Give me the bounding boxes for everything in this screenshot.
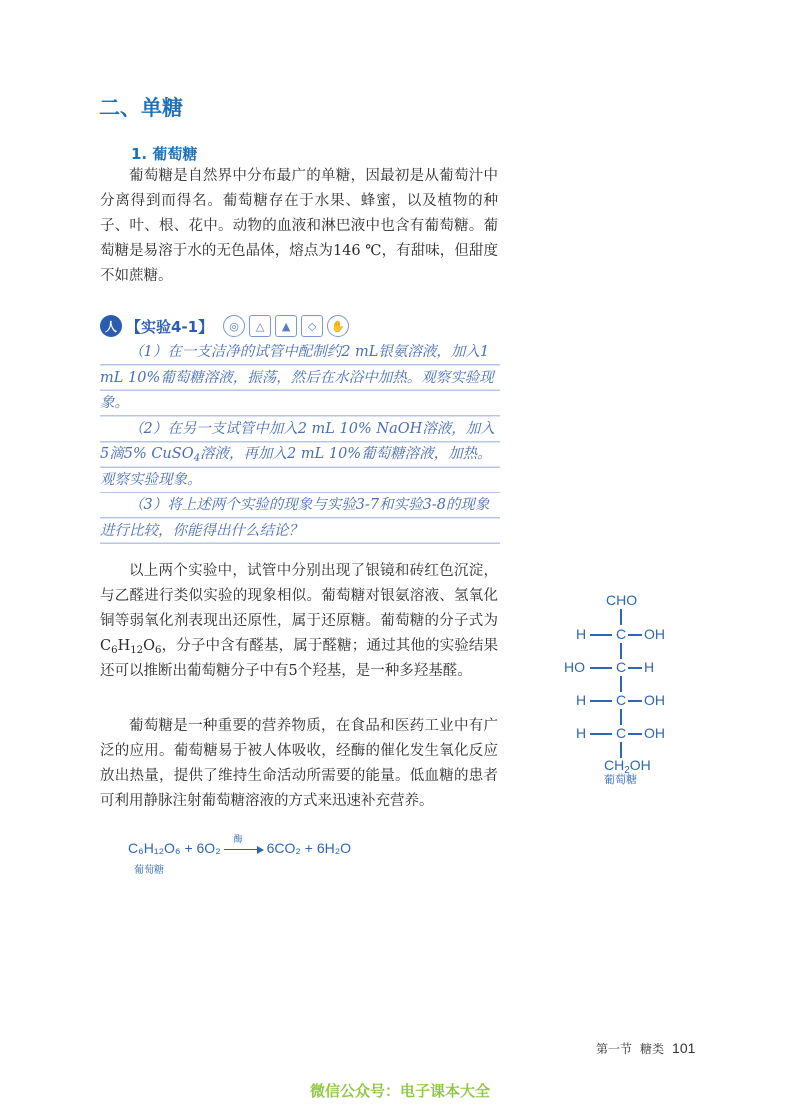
oxidation-equation [128,835,352,856]
subsection-title: 1. 葡萄糖 [131,145,198,163]
glucose-structure-diagram: CHO H C OH HO C H H C OH H C OH $CH_2OH$ [564,592,665,776]
wechat-watermark: 微信公众号：电子课本大全 [309,1082,490,1100]
paragraph-reducing-sugar: 以上两个实验中，试管中分别出现了银镜和砖红色沉淀，与乙醛进行类似实验的现象相似。葡萄糖对银氨溶液、氢氧化铜等弱氧化剂表现出还原性，属于还原糖。葡萄糖的分子式为$C_6H_{12}O_6$，分子中含有醛基，属于醛糖；通过其他的实验结果还可以推断出葡萄糖分子中有5个羟基，是一种多羟基醛。 [100,563,498,679]
page-footer [596,1040,695,1057]
experiment-step-3: （3）将上述两个实验的现象与实验3-7和实验3-8的现象进行比较，你能得出什么结论？ [100,493,500,544]
equation-products: 6CO₂ + 6H₂O [266,840,352,856]
page-number: 101 [672,1040,696,1056]
warning-icon: △ [249,315,271,337]
experiment-title: 【实验4-1】 [126,317,214,336]
experiment-badge-icon: 人 [100,315,122,337]
structure-aldehyde-group: CHO [606,592,638,608]
footer-topic: 糖类 [640,1042,665,1056]
structure-ch2oh: $CH_2OH$ [604,757,651,776]
paragraph-glucose-intro: 葡萄糖是自然界中分布最广的单糖，因最初是从葡萄汁中分离得到而得名。葡萄糖存在于水果、蜂蜜，以及植物的种子、叶、根、花中。动物的血液和淋巴液中也含有葡萄糖。葡萄糖是易溶于水的无色晶体，熔点为146 ℃，有甜味，但甜度不如蔗糖。 [100,168,498,284]
chemical-icon: ◇ [301,315,323,337]
equation-caption: 葡萄糖 [134,865,164,876]
experiment-step-1: （1）在一支洁净的试管中配制约2 mL银氨溶液，加入1 mL 10%葡萄糖溶液，振荡，然后在水浴中加热。观察实验现象。 [100,340,500,417]
experiment-header [100,312,349,340]
experiment-body [100,340,500,544]
experiment-step-2: （2）在另一支试管中加入2 mL 10% NaOH溶液，加入5滴5% CuSO$_4$溶液，再加入2 mL 10%葡萄糖溶液，加热。观察实验现象。 [100,417,500,494]
safety-icons [223,315,349,337]
equation-catalyst: 酶 [233,835,243,845]
flame-icon: ▲ [275,315,297,337]
footer-section: 第一节 [596,1042,633,1056]
wash-hands-icon: ✋ [327,315,349,337]
section-title: 二、单糖 [99,96,183,120]
structure-caption: 葡萄糖 [604,773,637,786]
paragraph-glucose-uses: 葡萄糖是一种重要的营养物质，在食品和医药工业中有广泛的应用。葡萄糖易于被人体吸收，经酶的催化发生氧化反应放出热量，提供了维持生命活动所需要的能量。低血糖的患者可利用静脉注射葡萄糖溶液的方式来迅速补充营养。 [100,718,498,809]
equation-reactants: C₆H₁₂O₆ + 6O₂ [128,840,221,856]
reaction-arrow-icon [224,835,264,855]
goggles-icon: ◎ [223,315,245,337]
